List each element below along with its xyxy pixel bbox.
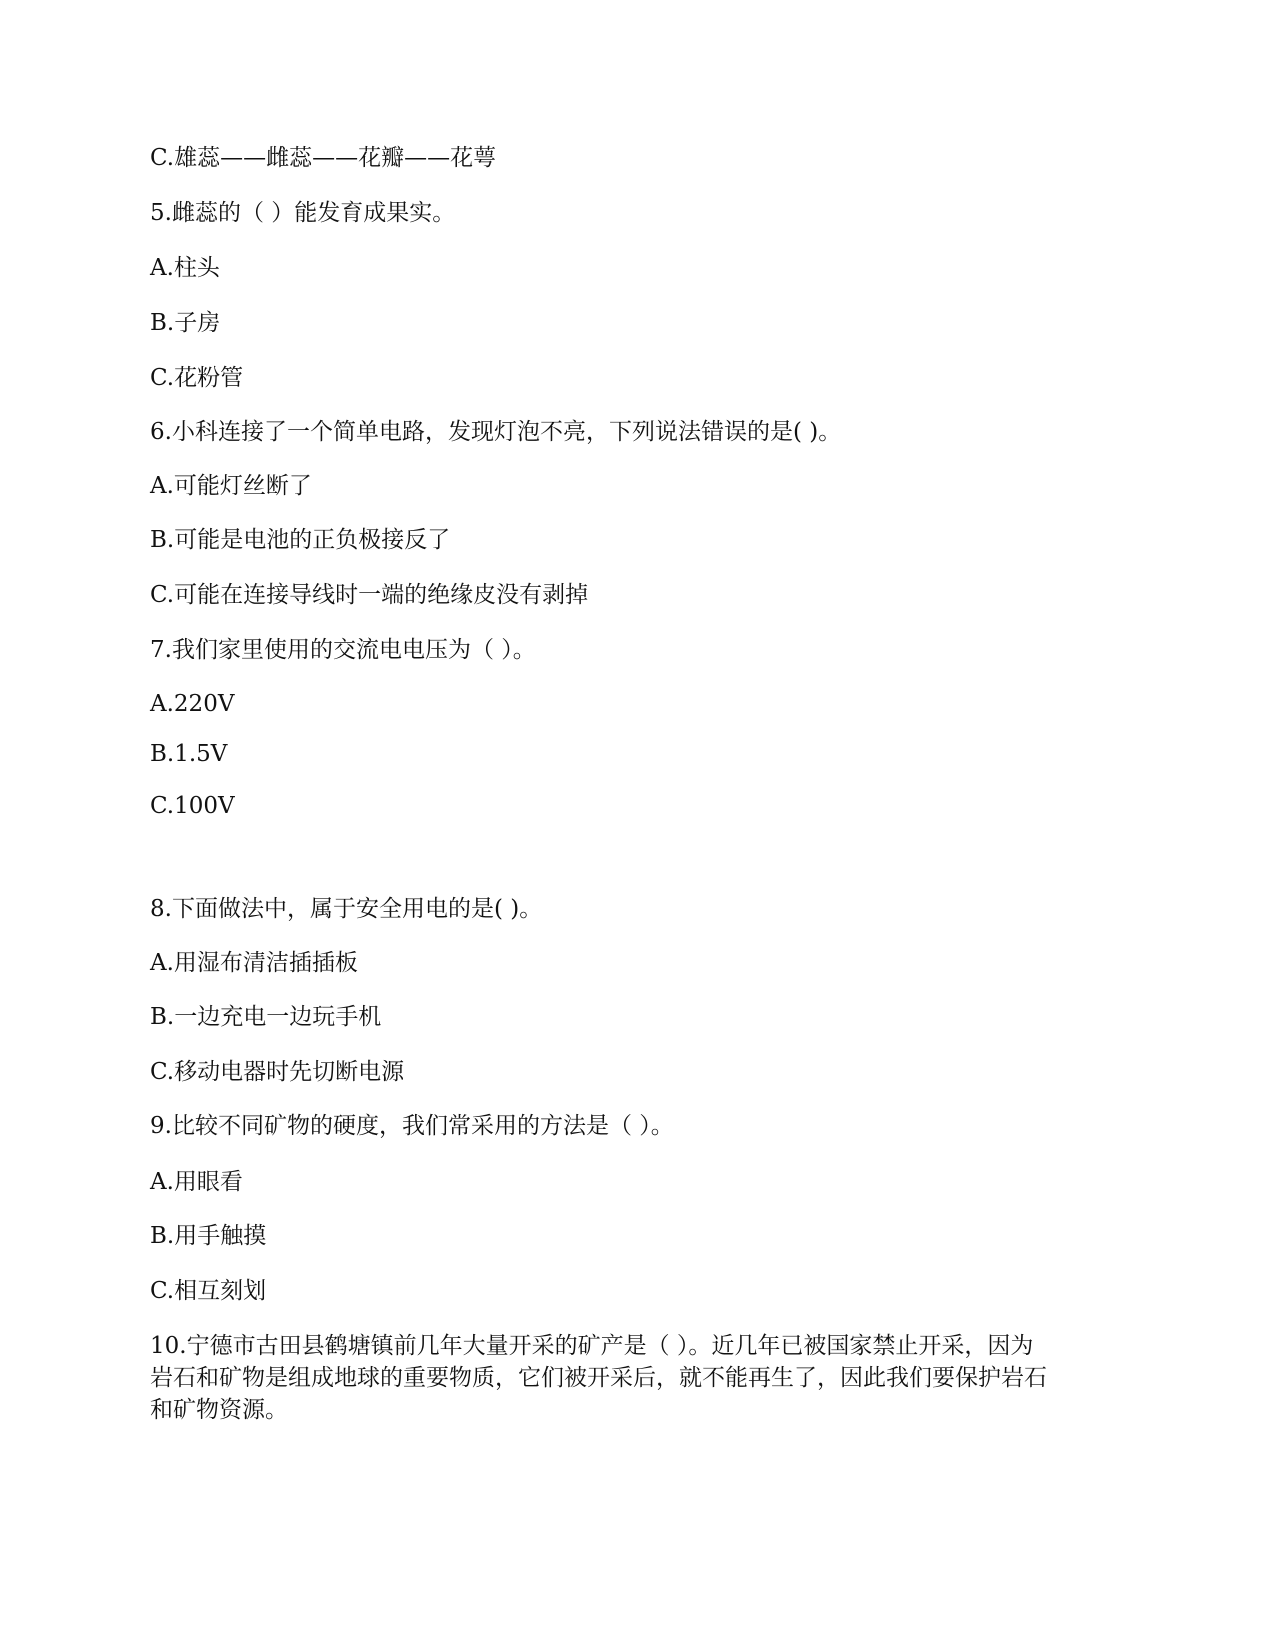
q5-option-b: B.子房 <box>150 310 221 336</box>
q8-option-c: C.移动电器时先切断电源 <box>150 1059 405 1085</box>
q5-option-c: C.花粉管 <box>150 365 244 391</box>
q8-question: 8.下面做法中，属于安全用电的是( )。 <box>150 896 543 922</box>
q5-question: 5.雌蕊的（ ）能发育成果实。 <box>150 200 456 226</box>
q10-question <box>150 1330 1140 1426</box>
q7-option-c: C.100V <box>150 793 235 819</box>
q7-option-b: B.1.5V <box>150 741 228 767</box>
q6-option-b: B.可能是电池的正负极接反了 <box>150 527 451 553</box>
q9-option-b: B.用手触摸 <box>150 1223 267 1249</box>
q5-option-a: A.柱头 <box>150 255 220 281</box>
q10-line-3: 和矿物资源。 <box>150 1397 288 1423</box>
q9-option-c: C.相互刻划 <box>150 1278 267 1304</box>
q9-question: 9.比较不同矿物的硬度，我们常采用的方法是（ ）。 <box>150 1113 674 1139</box>
q4-option-c: C.雄蕊——雌蕊——花瓣——花萼 <box>150 145 497 171</box>
q7-question: 7.我们家里使用的交流电电压为（ ）。 <box>150 637 536 663</box>
q10-line-1: 10.宁德市古田县鹤塘镇前几年大量开采的矿产是（ ）。近几年已被国家禁止开采，因为 <box>150 1333 1034 1359</box>
q8-option-b: B.一边充电一边玩手机 <box>150 1004 382 1030</box>
q6-question: 6.小科连接了一个简单电路，发现灯泡不亮，下列说法错误的是( )。 <box>150 419 842 445</box>
q7-option-a: A.220V <box>150 691 235 717</box>
q8-option-a: A.用湿布清洁插插板 <box>150 950 358 976</box>
q6-option-c: C.可能在连接导线时一端的绝缘皮没有剥掉 <box>150 582 589 608</box>
q9-option-a: A.用眼看 <box>150 1169 243 1195</box>
q6-option-a: A.可能灯丝断了 <box>150 473 312 499</box>
q10-line-2: 岩石和矿物是组成地球的重要物质，它们被开采后，就不能再生了，因此我们要保护岩石 <box>150 1365 1047 1391</box>
